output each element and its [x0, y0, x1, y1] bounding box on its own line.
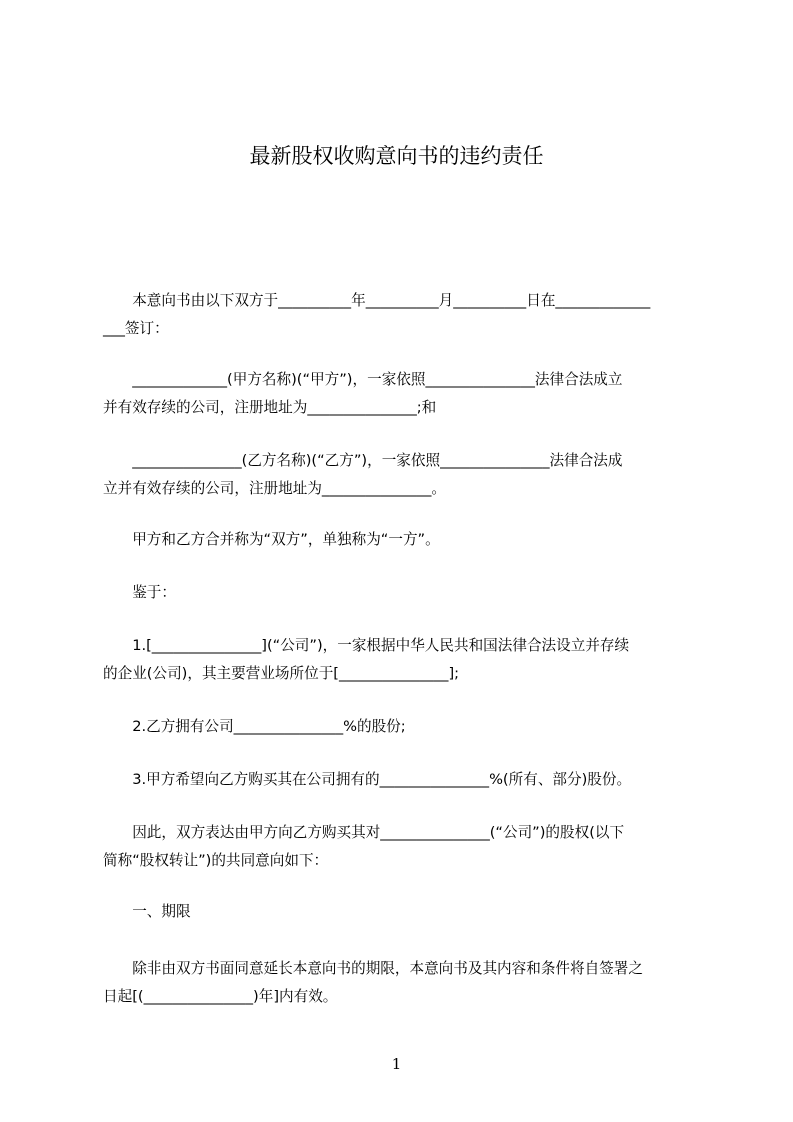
paragraph-line: 本意向书由以下双方于__________年__________月__________日在_____________: [103, 292, 651, 309]
paragraph-line: ___签订：: [103, 320, 169, 337]
paragraph-line: _______________(乙方名称)(“乙方”)，一家依照_______________法律合法成: [103, 452, 623, 469]
paragraph-recital-1: [103, 632, 703, 688]
section-heading-term: [103, 898, 703, 926]
paragraph-recital-2: [103, 713, 703, 741]
paragraph-recital-3: [103, 766, 703, 794]
paragraph-line: 1.[_______________](“公司”)，一家根据中华人民共和国法律合法设立并存续: [103, 637, 630, 654]
paragraph-parties-definition: [103, 526, 703, 554]
paragraph-line: _____________(甲方名称)(“甲方”)，一家依照_______________法律合法成立: [103, 371, 623, 388]
paragraph-line: 并有效存续的公司，注册地址为_______________;和: [103, 399, 437, 416]
paragraph-line: 甲方和乙方合并称为“双方”，单独称为“一方”。: [103, 531, 440, 548]
page-number: 1: [391, 1055, 402, 1073]
paragraph-line: 2.乙方拥有公司_______________%的股份;: [103, 718, 406, 735]
paragraph-line: 简称“股权转让”)的共同意向如下：: [103, 852, 329, 869]
paragraph-line: 3.甲方希望向乙方购买其在公司拥有的_______________%(所有、部分)股份。: [103, 771, 632, 788]
paragraph-line: 一、期限: [103, 903, 191, 920]
paragraph-line: 除非由双方书面同意延长本意向书的期限，本意向书及其内容和条件将自签署之: [103, 960, 643, 977]
paragraph-party-b: [103, 447, 703, 503]
paragraph-signing-date: [103, 287, 703, 343]
paragraph-line: 鉴于：: [103, 584, 176, 601]
paragraph-line: 立并有效存续的公司，注册地址为_______________。: [103, 480, 446, 497]
paragraph-intent: [103, 819, 703, 875]
paragraph-line: 日起[(_______________)年]内有效。: [103, 988, 338, 1005]
paragraph-whereas-heading: [103, 579, 703, 607]
paragraph-party-a: [103, 366, 703, 422]
paragraph-term: [103, 955, 703, 1011]
document-title: 最新股权收购意向书的违约责任: [249, 144, 544, 168]
paragraph-line: 的企业(公司)，其主要营业场所位于[_______________];: [103, 665, 460, 682]
paragraph-line: 因此，双方表达由甲方向乙方购买其对_______________(“公司”)的股权(以下: [103, 824, 625, 841]
